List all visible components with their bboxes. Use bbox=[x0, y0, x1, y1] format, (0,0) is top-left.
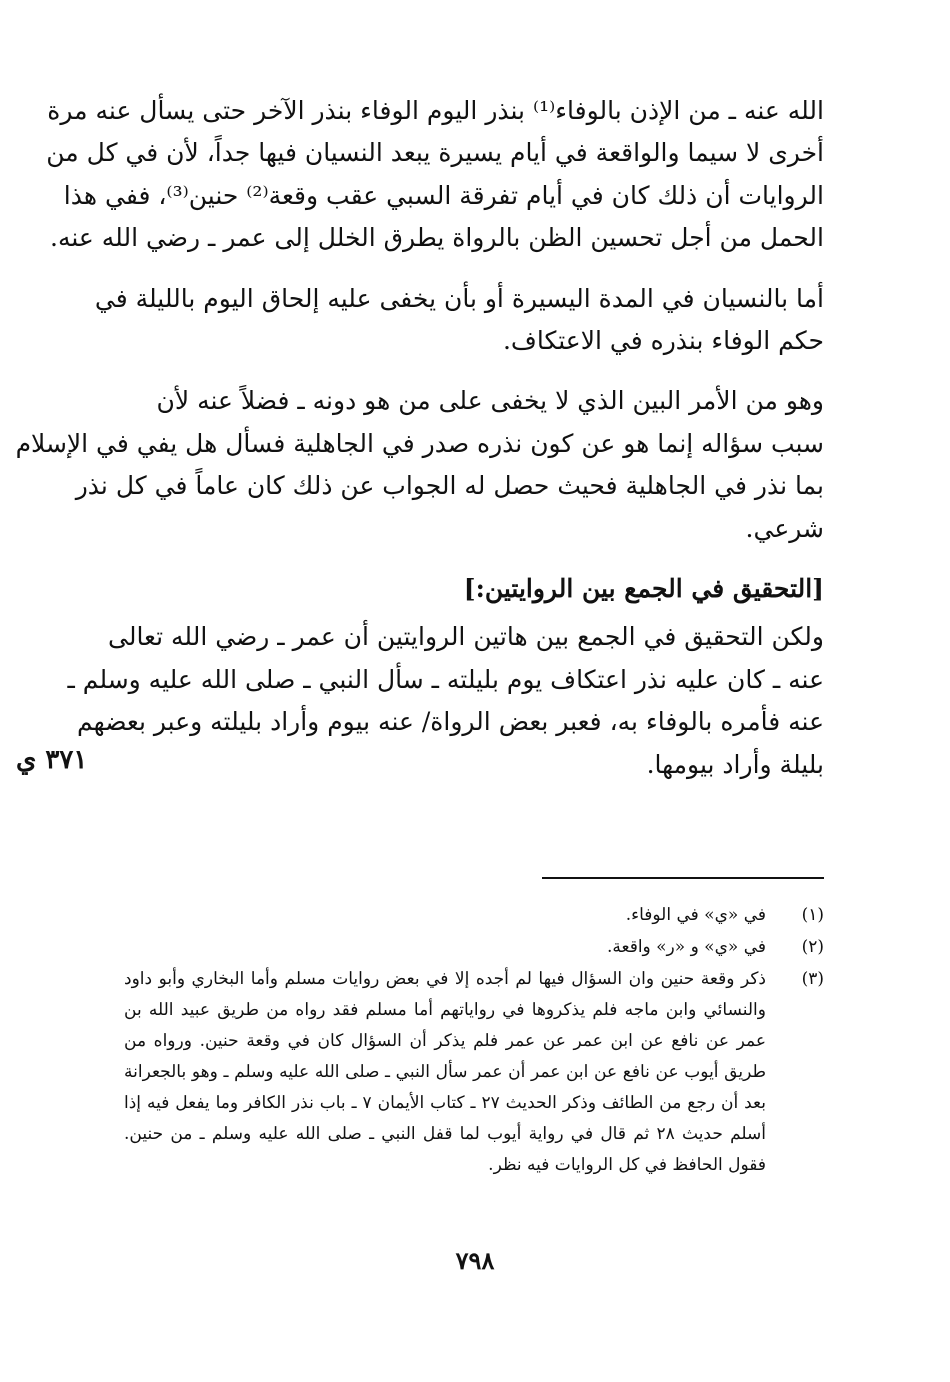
footnote bbox=[124, 964, 824, 1181]
text-line: الحمل من أجل تحسين الظن بالرواة يطرق الخلل إلى عمر ـ رضي الله عنه. bbox=[50, 223, 824, 253]
footnotes bbox=[124, 900, 824, 1182]
text-line: عنه فأمره بالوفاء به، فعبر بعض الرواة/ عنه بيوم وأراد بليلته وعبر بعضهم bbox=[77, 707, 824, 737]
footnote-text: ذكر وقعة حنين وان السؤال فيها لم أجده إلا في بعض روايات مسلم وأما البخاري وأبو داود والنسائي وابن ماجه فلم يذكروها في رواياتهم أما مسلم فقد رواه من طريق عبيد الله بن عمر عن نافع عن ابن عمر عن عمر فلم يذكر أن السؤال كان في وقعة حنين. ورواه من طريق أيوب عن نافع عن ابن عمر أن عمر سأل النبي ـ صلى الله عليه وسلم ـ وهو بالجعرانة بعد أن رجع من الطائف وذكر الحديث ٢٧ ـ كتاب الأيمان ٧ ـ باب نذر الكافر وما يفعل فيه إذا أسلم حديث ٢٨ ثم قال في رواية أيوب لما قفل النبي ـ صلى الله عليه وسلم ـ من حنين. فقول الحافظ في كل الروايات فيه نظر. bbox=[124, 969, 766, 1175]
text-line: الله عنه ـ من الإذن بالوفاء⁽¹⁾ بنذر اليوم الوفاء بنذر الآخر حتى يسأل عنه مرة bbox=[47, 96, 824, 125]
text-line: بما نذر في الجاهلية فحيث حصل له الجواب عن ذلك كان عاماً في كل نذر bbox=[75, 471, 824, 501]
paragraph-1 bbox=[46, 90, 824, 260]
manuscript-margin-reference: ٣٧١ ي bbox=[16, 745, 88, 775]
text-line: الروايات أن ذلك كان في أيام تفرقة السبي عقب وقعة⁽²⁾ حنين⁽³⁾، ففي هذا bbox=[63, 180, 824, 210]
page-number: ٧٩٨ bbox=[455, 1246, 495, 1275]
footnote-text: في «ي» في الوفاء. bbox=[625, 905, 766, 925]
paragraph-2 bbox=[94, 278, 824, 363]
footnote-divider bbox=[542, 877, 824, 879]
paragraph-4 bbox=[67, 616, 824, 786]
paragraph-3 bbox=[15, 380, 824, 550]
text-line: سبب سؤاله إنما هو عن كون نذره صدر في الجاهلية فسأل هل يفي في الإسلام bbox=[15, 428, 824, 458]
footnote-number: (٢) bbox=[801, 937, 824, 957]
text-line: بليلة وأراد بيومها. bbox=[646, 749, 824, 779]
text-line: أخرى لا سيما والواقعة في أيام يسيرة يبعد النسيان فيها جداً، لأن في كل من bbox=[46, 138, 824, 168]
text-line: حكم الوفاء بنذره في الاعتكاف. bbox=[502, 326, 824, 356]
footnote-number: (٣) bbox=[801, 969, 824, 989]
footnote-number: (١) bbox=[801, 905, 824, 925]
footnote bbox=[124, 932, 824, 963]
text-line: عنه ـ كان عليه نذر اعتكاف يوم بليلته ـ سأل النبي ـ صلى الله عليه وسلم ـ bbox=[67, 664, 824, 694]
text-line: أما بالنسيان في المدة اليسيرة أو بأن يخفى عليه إلحاق اليوم بالليلة في bbox=[94, 283, 824, 313]
footnote bbox=[124, 900, 824, 931]
section-heading: [التحقيق في الجمع بين الروايتين:] bbox=[463, 574, 824, 604]
text-line: ولكن التحقيق في الجمع بين هاتين الروايتين أن عمر ـ رضي الله تعالى bbox=[107, 622, 824, 652]
text-line: شرعي. bbox=[745, 513, 824, 543]
text-line: وهو من الأمر البين الذي لا يخفى على من هو دونه ـ فضلاً عنه لأن bbox=[156, 386, 824, 416]
footnote-text: في «ي» و «ر» واقعة. bbox=[606, 937, 766, 957]
